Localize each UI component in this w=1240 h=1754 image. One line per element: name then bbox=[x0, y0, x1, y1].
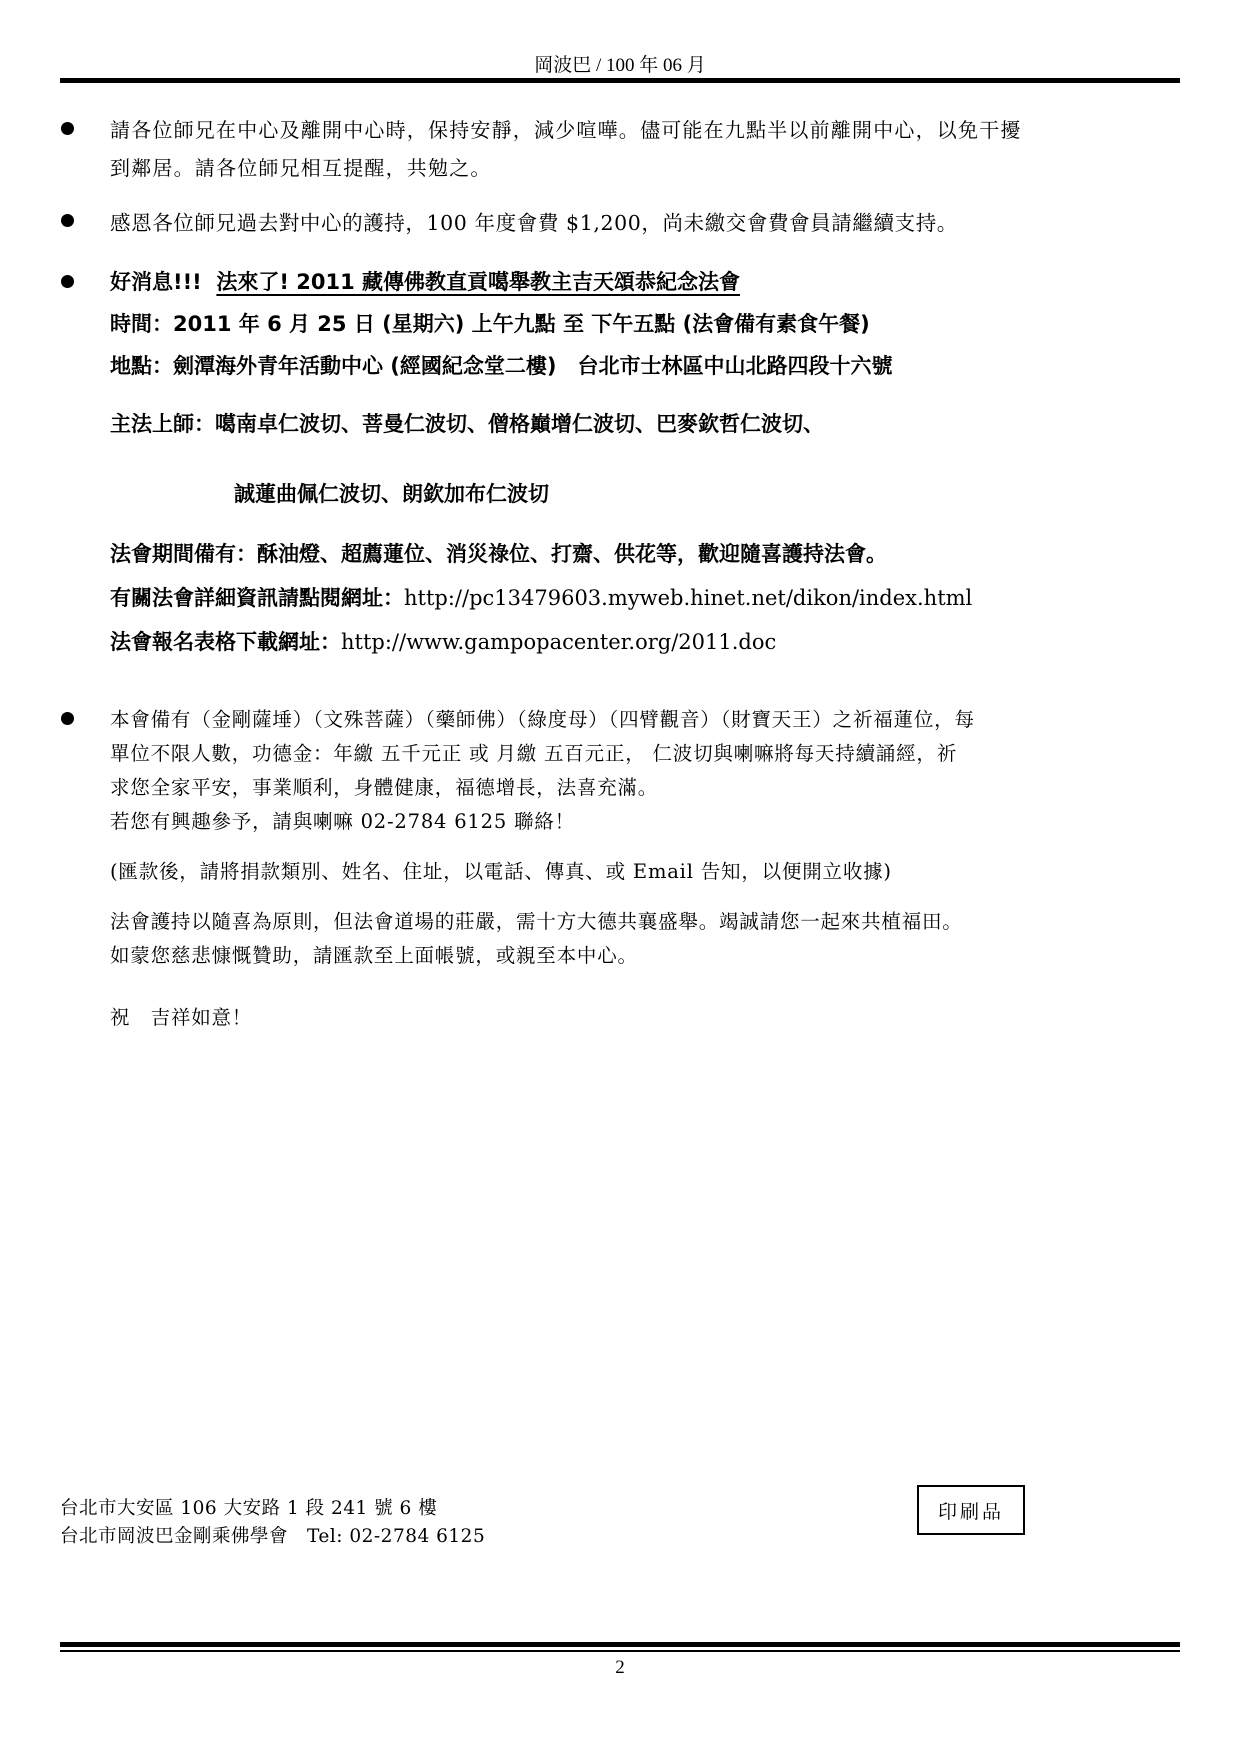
bullet-icon bbox=[61, 712, 74, 725]
notice-line: 求您全家平安，事業順利，身體健康，福德增長，法喜充滿。 bbox=[110, 776, 659, 799]
event-headline bbox=[110, 266, 740, 296]
support-line: 法會護持以隨喜為原則，但法會道場的莊嚴，需十方大德共襄盛舉。竭誠請您一起來共植福田。 bbox=[110, 910, 963, 933]
footer-rule bbox=[60, 1642, 1180, 1647]
header-rule bbox=[60, 78, 1180, 83]
notice-line: 感恩各位師兄過去對中心的護持，100 年度會費 $1,200，尚未繳交會費會員請繼續支持。 bbox=[110, 211, 958, 235]
printed-matter-box: 印刷品 bbox=[917, 1485, 1025, 1535]
notice-line: 本會備有（金剛薩埵）（文殊菩薩）（藥師佛）（綠度母）（四臂觀音）（財寶天王）之祈福蓮位，每 bbox=[110, 708, 975, 731]
event-time: 時間：2011 年 6 月 25 日 (星期六) 上午九點 至 下午五點 (法會備有素食午餐) bbox=[110, 312, 870, 336]
notice-line: 單位不限人數，功德金：年繳 五千元正 或 月繳 五百元正， 仁波切與喇嘛將每天持續誦經，祈 bbox=[110, 742, 957, 765]
remit-note: (匯款後，請將捐款類別、姓名、住址，以電話、傳真、或 Email 告知，以便開立收據) bbox=[110, 860, 892, 883]
event-prefix: 好消息!!! bbox=[110, 270, 202, 294]
form-url-link[interactable]: http://www.gampopacenter.org/2011.doc bbox=[341, 630, 777, 654]
notice-line: 請各位師兄在中心及離開中心時，保持安靜，減少喧嘩。儘可能在九點半以前離開中心，以免干擾 bbox=[110, 118, 1022, 142]
blessing: 祝 吉祥如意！ bbox=[110, 1006, 253, 1029]
footer-address: 台北市大安區 106 大安路 1 段 241 號 6 樓 bbox=[60, 1498, 438, 1519]
info-label: 有關法會詳細資訊請點閱網址： bbox=[110, 586, 404, 610]
event-venue: 地點：劍潭海外青年活動中心 (經國紀念堂二樓) 台北市士林區中山北路四段十六號 bbox=[110, 354, 893, 378]
footer-rule-thin bbox=[60, 1650, 1180, 1652]
event-title: 法來了! 2011 藏傳佛教直貢噶舉教主吉天頌恭紀念法會 bbox=[216, 270, 741, 294]
event-offerings: 法會期間備有：酥油燈、超薦蓮位、消災祿位、打齋、供花等，歡迎隨喜護持法會。 bbox=[110, 542, 887, 566]
bullet-icon bbox=[61, 275, 74, 288]
bullet-icon bbox=[61, 214, 74, 227]
notice-line: 若您有興趣參予，請與喇嘛 02-2784 6125 聯絡！ bbox=[110, 810, 575, 833]
event-info bbox=[110, 582, 972, 612]
event-masters: 主法上師：噶南卓仁波切、菩曼仁波切、僧格巔增仁波切、巴麥欽哲仁波切、 bbox=[110, 412, 824, 436]
page-number: 2 bbox=[615, 1657, 625, 1678]
page-header: 岡波巴 / 100 年 06 月 bbox=[534, 55, 706, 76]
event-form bbox=[110, 626, 776, 656]
bullet-icon bbox=[61, 122, 74, 135]
notice-line: 到鄰居。請各位師兄相互提醒，共勉之。 bbox=[110, 156, 492, 180]
support-line: 如蒙您慈悲慷慨贊助，請匯款至上面帳號，或親至本中心。 bbox=[110, 944, 638, 967]
form-label: 法會報名表格下載網址： bbox=[110, 630, 341, 654]
event-masters-cont: 誠蓮曲佩仁波切、朗欽加布仁波切 bbox=[234, 482, 549, 506]
info-url-link[interactable]: http://pc13479603.myweb.hinet.net/dikon/index.html bbox=[404, 586, 973, 610]
footer-org: 台北市岡波巴金剛乘佛學會 Tel: 02-2784 6125 bbox=[60, 1526, 486, 1547]
